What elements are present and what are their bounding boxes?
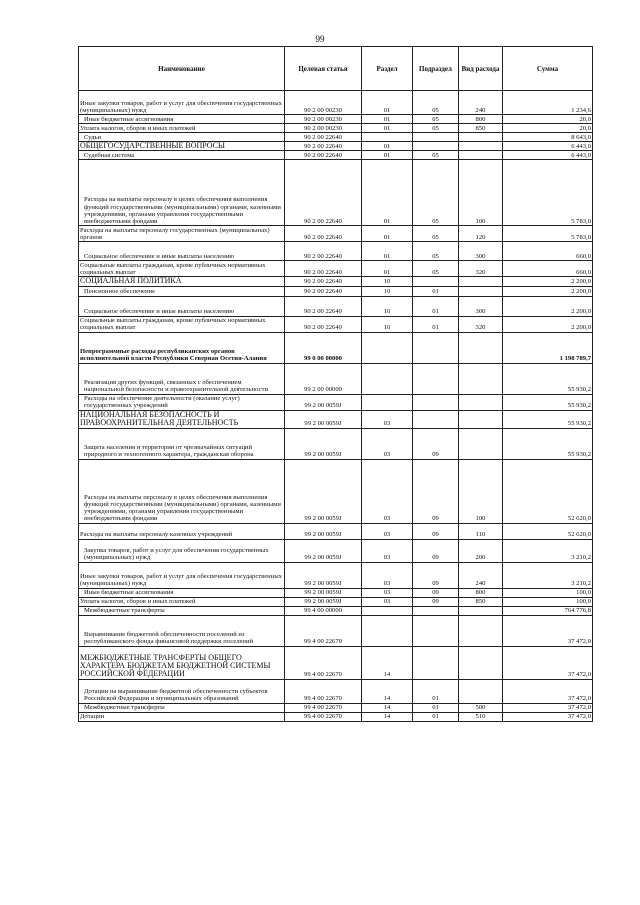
table-row	[79, 160, 593, 226]
row-name: Социальное обеспечение и иные выплаты населению	[79, 242, 285, 261]
row-section	[362, 606, 413, 615]
row-amount: 100,0	[503, 597, 593, 606]
row-subsection	[413, 646, 459, 679]
row-subsection: 05	[413, 226, 459, 242]
row-amount: 2 200,0	[503, 277, 593, 286]
table-row	[79, 394, 593, 410]
row-expense-type	[459, 606, 503, 615]
row-target: 99 4 00 22670	[285, 646, 362, 679]
row-section: 01	[362, 124, 413, 133]
table-row	[79, 286, 593, 296]
row-expense-type	[459, 332, 503, 363]
row-target: 99 4 00 22670	[285, 712, 362, 721]
row-section: 10	[362, 316, 413, 332]
table-row	[79, 124, 593, 133]
row-name: Расходы на выплаты персоналу в целях обеспечения выполнения функций государственными (муниципальными) органами, казенными учреждениями, органами управления государственными внебюджетными фондами	[79, 160, 285, 226]
row-expense-type	[459, 363, 503, 394]
row-name: Судьи	[79, 133, 285, 142]
row-expense-type	[459, 151, 503, 160]
row-expense-type: 800	[459, 588, 503, 597]
row-expense-type	[459, 142, 503, 151]
row-subsection: 01	[413, 712, 459, 721]
row-subsection	[413, 606, 459, 615]
row-amount: 2 200,0	[503, 316, 593, 332]
row-subsection: 05	[413, 151, 459, 160]
row-section: 03	[362, 539, 413, 562]
row-section: 14	[362, 646, 413, 679]
row-section: 10	[362, 296, 413, 316]
row-amount: 37 472,0	[503, 712, 593, 721]
row-subsection: 05	[413, 115, 459, 124]
row-amount: 20,0	[503, 124, 593, 133]
row-name: Социальные выплаты гражданам, кроме публичных нормативных социальных выплат	[79, 316, 285, 332]
row-name: Расходы на выплаты персоналу казенных учреждений	[79, 523, 285, 539]
table-row	[79, 91, 593, 115]
row-name: Дотации на выравнивание бюджетной обеспеченности субъектов Российской Федерации и муниципальных образований	[79, 679, 285, 703]
row-section: 03	[362, 588, 413, 597]
row-target: 90 2 00 22640	[285, 142, 362, 151]
table-row	[79, 703, 593, 712]
table-row	[79, 316, 593, 332]
row-section: 03	[362, 562, 413, 588]
row-subsection	[413, 363, 459, 394]
row-target: 90 2 00 22640	[285, 133, 362, 142]
row-subsection	[413, 394, 459, 410]
row-amount: 100,0	[503, 588, 593, 597]
row-expense-type: 500	[459, 703, 503, 712]
table-row	[79, 133, 593, 142]
table-row	[79, 277, 593, 286]
row-target: 90 2 00 22640	[285, 286, 362, 296]
row-expense-type: 110	[459, 523, 503, 539]
row-section: 14	[362, 703, 413, 712]
row-subsection: 01	[413, 316, 459, 332]
row-amount: 8 643,0	[503, 133, 593, 142]
row-name: Реализация других функций, связанных с обеспечением национальной безопасности и правоохранительной деятельности	[79, 363, 285, 394]
row-expense-type: 100	[459, 459, 503, 523]
row-expense-type: 120	[459, 226, 503, 242]
row-subsection	[413, 133, 459, 142]
row-subsection	[413, 332, 459, 363]
row-target: 99 2 00 0059J	[285, 428, 362, 459]
row-target: 90 2 00 00230	[285, 91, 362, 115]
row-section: 01	[362, 115, 413, 124]
budget-table	[78, 46, 593, 722]
row-section: 14	[362, 679, 413, 703]
table-row	[79, 428, 593, 459]
row-name: Межбюджетные трансферты	[79, 606, 285, 615]
row-section: 01	[362, 151, 413, 160]
row-target: 99 2 00 0059J	[285, 562, 362, 588]
row-subsection: 05	[413, 261, 459, 277]
row-name: НАЦИОНАЛЬНАЯ БЕЗОПАСНОСТЬ И ПРАВООХРАНИТЕЛЬНАЯ ДЕЯТЕЛЬНОСТЬ	[79, 410, 285, 428]
row-amount: 55 930,2	[503, 428, 593, 459]
row-section: 03	[362, 428, 413, 459]
row-target: 99 2 00 0059J	[285, 523, 362, 539]
table-row	[79, 226, 593, 242]
table-row	[79, 363, 593, 394]
row-section	[362, 133, 413, 142]
row-amount: 37 472,0	[503, 703, 593, 712]
row-section: 03	[362, 459, 413, 523]
row-expense-type	[459, 410, 503, 428]
row-amount: 55 930,2	[503, 394, 593, 410]
table-row	[79, 410, 593, 428]
header-expense-type: Вид расхода	[459, 47, 503, 91]
row-name: Иные закупки товаров, работ и услуг для обеспечения государственных (муниципальных) нужд	[79, 91, 285, 115]
row-name: Социальные выплаты гражданам, кроме публичных нормативных социальных выплат	[79, 261, 285, 277]
row-expense-type	[459, 286, 503, 296]
row-name: ОБЩЕГОСУДАРСТВЕННЫЕ ВОПРОСЫ	[79, 142, 285, 151]
row-section: 03	[362, 410, 413, 428]
header-section: Раздел	[362, 47, 413, 91]
row-subsection: 05	[413, 91, 459, 115]
row-subsection: 09	[413, 459, 459, 523]
row-name: Закупка товаров, работ и услуг для обеспечения государственных (муниципальных) нужд	[79, 539, 285, 562]
table-row	[79, 539, 593, 562]
row-expense-type	[459, 615, 503, 646]
row-amount: 3 210,2	[503, 562, 593, 588]
table-row	[79, 296, 593, 316]
row-target: 90 2 00 22640	[285, 296, 362, 316]
row-name: Иные бюджетные ассигнования	[79, 115, 285, 124]
row-subsection: 09	[413, 588, 459, 597]
row-subsection: 05	[413, 124, 459, 133]
row-name: Иные закупки товаров, работ и услуг для обеспечения государственных (муниципальных) нужд	[79, 562, 285, 588]
row-target: 99 4 00 00000	[285, 606, 362, 615]
row-target: 90 2 00 22640	[285, 277, 362, 286]
table-header-row	[79, 47, 593, 91]
row-subsection: 01	[413, 286, 459, 296]
table-row	[79, 615, 593, 646]
row-expense-type	[459, 646, 503, 679]
row-subsection: 09	[413, 428, 459, 459]
row-name: Расходы на выплаты персоналу в целях обеспечения выполнения функций государственными (муниципальными) органами, казенными учреждениями, органами управления государственными внебюджетными фондами	[79, 459, 285, 523]
row-amount: 37 472,0	[503, 679, 593, 703]
row-target: 99 0 00 00000	[285, 332, 362, 363]
table-row	[79, 332, 593, 363]
row-target: 99 2 00 0059J	[285, 597, 362, 606]
row-subsection: 05	[413, 242, 459, 261]
header-subsection: Подраздел	[413, 47, 459, 91]
row-subsection: 01	[413, 296, 459, 316]
row-name: Непрограммные расходы республиканских органов исполнительной власти Республики Северная Осетия-Алания	[79, 332, 285, 363]
header-name: Наименование	[79, 47, 285, 91]
row-section	[362, 363, 413, 394]
row-section: 01	[362, 142, 413, 151]
row-section: 03	[362, 597, 413, 606]
row-subsection: 09	[413, 562, 459, 588]
row-expense-type: 850	[459, 597, 503, 606]
row-section	[362, 394, 413, 410]
row-amount: 5 783,0	[503, 226, 593, 242]
row-amount: 3 210,2	[503, 539, 593, 562]
row-name: СОЦИАЛЬНАЯ ПОЛИТИКА	[79, 277, 285, 286]
row-subsection	[413, 142, 459, 151]
row-name: Пенсионное обеспечение	[79, 286, 285, 296]
header-target: Целевая статья	[285, 47, 362, 91]
row-target: 99 4 00 22670	[285, 703, 362, 712]
row-section: 03	[362, 523, 413, 539]
row-name: Социальное обеспечение и иные выплаты населению	[79, 296, 285, 316]
row-section: 10	[362, 286, 413, 296]
row-amount: 1 234,6	[503, 91, 593, 115]
row-target: 90 2 00 00230	[285, 124, 362, 133]
row-subsection: 05	[413, 160, 459, 226]
row-subsection: 01	[413, 703, 459, 712]
row-expense-type: 320	[459, 261, 503, 277]
row-name: Выравнивание бюджетной обеспеченности поселений из республиканского фонда финансовой поддержки поселений	[79, 615, 285, 646]
row-subsection: 09	[413, 597, 459, 606]
row-section: 01	[362, 242, 413, 261]
row-name: Иные бюджетные ассигнования	[79, 588, 285, 597]
table-row	[79, 679, 593, 703]
row-expense-type: 300	[459, 242, 503, 261]
table-row	[79, 459, 593, 523]
table-row	[79, 151, 593, 160]
row-target: 90 2 00 22640	[285, 261, 362, 277]
row-target: 90 2 00 22640	[285, 226, 362, 242]
row-section: 01	[362, 226, 413, 242]
row-section: 01	[362, 261, 413, 277]
row-expense-type: 240	[459, 91, 503, 115]
row-expense-type	[459, 428, 503, 459]
row-subsection: 09	[413, 523, 459, 539]
table-row	[79, 523, 593, 539]
row-target: 99 4 00 22670	[285, 679, 362, 703]
row-amount: 660,0	[503, 242, 593, 261]
row-name: Защита населения и территории от чрезвычайных ситуаций природного и техногенного характера, гражданская оборона	[79, 428, 285, 459]
table-row	[79, 261, 593, 277]
row-amount: 52 620,0	[503, 459, 593, 523]
row-amount: 2 200,0	[503, 296, 593, 316]
row-amount: 5 783,0	[503, 160, 593, 226]
table-row	[79, 562, 593, 588]
row-amount: 37 472,0	[503, 646, 593, 679]
row-target: 90 2 00 22640	[285, 151, 362, 160]
row-section: 10	[362, 277, 413, 286]
row-expense-type	[459, 679, 503, 703]
row-name: Дотации	[79, 712, 285, 721]
header-amount: Сумма	[503, 47, 593, 91]
row-expense-type	[459, 277, 503, 286]
row-target: 99 2 00 00000	[285, 363, 362, 394]
row-name: Уплата налогов, сборов и иных платежей	[79, 124, 285, 133]
row-section: 14	[362, 712, 413, 721]
row-expense-type: 300	[459, 296, 503, 316]
row-target: 99 2 00 0059J	[285, 588, 362, 597]
row-name: Расходы на выплаты персоналу государственных (муниципальных) органов	[79, 226, 285, 242]
page-number: 99	[315, 34, 325, 44]
row-expense-type	[459, 394, 503, 410]
row-target: 99 2 00 0059J	[285, 539, 362, 562]
table-row	[79, 606, 593, 615]
row-target: 90 2 00 22640	[285, 242, 362, 261]
row-expense-type: 510	[459, 712, 503, 721]
row-amount: 55 930,2	[503, 410, 593, 428]
row-expense-type: 320	[459, 316, 503, 332]
table-row	[79, 242, 593, 261]
row-amount: 6 443,0	[503, 142, 593, 151]
table-row	[79, 142, 593, 151]
row-target: 90 2 00 22640	[285, 160, 362, 226]
table-row	[79, 712, 593, 721]
row-subsection	[413, 277, 459, 286]
table-row	[79, 115, 593, 124]
row-section	[362, 332, 413, 363]
row-amount: 52 620,0	[503, 523, 593, 539]
row-name: Судебная система	[79, 151, 285, 160]
row-expense-type	[459, 133, 503, 142]
row-section: 01	[362, 91, 413, 115]
row-amount: 1 198 789,7	[503, 332, 593, 363]
row-target: 90 2 00 00230	[285, 115, 362, 124]
row-target: 99 2 00 0059J	[285, 394, 362, 410]
row-amount: 2 200,0	[503, 286, 593, 296]
row-name: Межбюджетные трансферты	[79, 703, 285, 712]
row-target: 90 2 00 22640	[285, 316, 362, 332]
row-expense-type: 100	[459, 160, 503, 226]
row-amount: 55 930,2	[503, 363, 593, 394]
table-row	[79, 597, 593, 606]
row-target: 99 4 00 22670	[285, 615, 362, 646]
row-subsection: 01	[413, 679, 459, 703]
row-amount: 764 776,8	[503, 606, 593, 615]
row-section: 01	[362, 160, 413, 226]
table-row	[79, 588, 593, 597]
row-subsection	[413, 615, 459, 646]
row-amount: 37 472,0	[503, 615, 593, 646]
row-target: 99 2 00 0059J	[285, 410, 362, 428]
row-expense-type: 850	[459, 124, 503, 133]
row-section	[362, 615, 413, 646]
row-expense-type: 200	[459, 539, 503, 562]
row-name: МЕЖБЮДЖЕТНЫЕ ТРАНСФЕРТЫ ОБЩЕГО ХАРАКТЕРА БЮДЖЕТАМ БЮДЖЕТНОЙ СИСТЕМЫ РОССИЙСКОЙ ФЕДЕРАЦИИ	[79, 646, 285, 679]
table-row	[79, 646, 593, 679]
row-name: Расходы на обеспечение деятельности (оказание услуг) государственных учреждений	[79, 394, 285, 410]
row-expense-type: 240	[459, 562, 503, 588]
row-target: 99 2 00 0059J	[285, 459, 362, 523]
row-subsection	[413, 410, 459, 428]
row-expense-type: 800	[459, 115, 503, 124]
row-subsection: 09	[413, 539, 459, 562]
row-amount: 660,0	[503, 261, 593, 277]
row-name: Уплата налогов, сборов и иных платежей	[79, 597, 285, 606]
row-amount: 20,0	[503, 115, 593, 124]
table-body	[79, 91, 593, 722]
row-amount: 6 443,0	[503, 151, 593, 160]
